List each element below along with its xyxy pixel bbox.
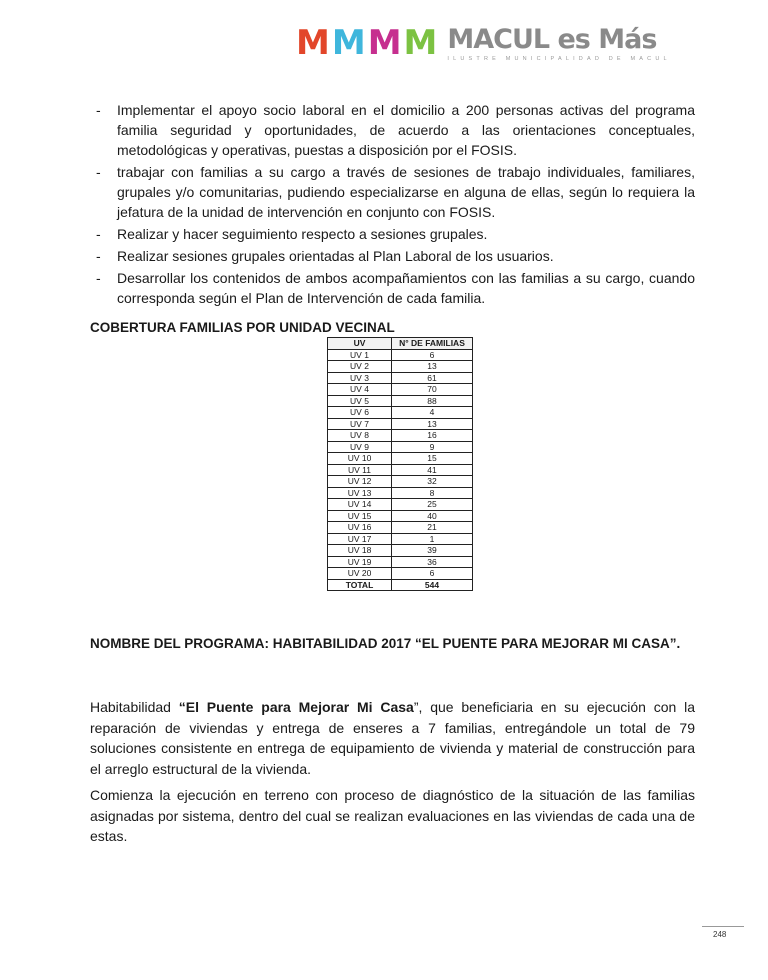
table-row	[328, 510, 473, 522]
table-header-row	[328, 338, 473, 350]
brand-name: MACUL es Más	[447, 24, 657, 55]
coverage-section-title: COBERTURA FAMILIAS POR UNIDAD VECINAL	[90, 320, 395, 335]
cell-families: 4	[392, 407, 473, 419]
bullet-dash: -	[96, 226, 101, 242]
para-text: ”, que beneficiaria en su ejecución con la reparación de viviendas y entrega de enseres a 7 familias, entregándole un total de 79 soluciones consistente en entrega de equipamiento de vivienda y material de construcción para el arreglo estructural de la vivienda.	[90, 699, 695, 777]
list-item-text: Realizar sesiones grupales orientadas al Plan Laboral de los usuarios.	[117, 248, 554, 264]
bullet-dash: -	[96, 270, 101, 286]
cell-families: 32	[392, 476, 473, 488]
cell-families: 21	[392, 522, 473, 534]
program-execution-paragraph: Comienza la ejecución en terreno con proceso de diagnóstico de la situación de las familias asignadas por sistema, dentro del cual se realizan evaluaciones en las viviendas de cada una de estas.	[90, 787, 695, 844]
cell-families: 6	[392, 349, 473, 361]
table-row	[328, 453, 473, 465]
table-body	[328, 349, 473, 591]
cell-uv: UV 3	[328, 372, 392, 384]
coverage-table	[327, 337, 473, 591]
cell-families: 70	[392, 384, 473, 396]
cell-families: 9	[392, 441, 473, 453]
table-row	[328, 418, 473, 430]
list-item-text: Desarrollar los contenidos de ambos acompañamientos con las familias a su cargo, cuando corresponda según el Plan de Intervención de cada familia.	[117, 270, 695, 306]
cell-families: 15	[392, 453, 473, 465]
list-item-text: trabajar con familias a su cargo a través de sesiones de trabajo individuales, familiares, grupales y/o comunitarias, pudiendo especializarse en alguna de ellas, según lo requiera la jefatura de la unidad de intervención en conjunto con FOSIS.	[117, 164, 695, 220]
table-row	[328, 476, 473, 488]
page-number: 248	[713, 930, 727, 939]
table-row	[328, 441, 473, 453]
cell-uv: UV 10	[328, 453, 392, 465]
cell-families: 8	[392, 487, 473, 499]
mmmm-logo-mark	[296, 23, 438, 63]
brand-block	[447, 26, 670, 62]
cell-families: 16	[392, 430, 473, 442]
table-row	[328, 499, 473, 511]
cell-families: 544	[392, 579, 473, 591]
cell-families: 1	[392, 533, 473, 545]
logo-letter: M	[331, 23, 366, 63]
cell-families: 40	[392, 510, 473, 522]
column-header-uv: UV	[328, 338, 392, 350]
logo-letter: M	[367, 23, 402, 63]
table-row	[328, 533, 473, 545]
table-row	[328, 522, 473, 534]
table-row	[328, 556, 473, 568]
table-row	[328, 464, 473, 476]
bullet-dash: -	[96, 248, 101, 264]
table-row	[328, 545, 473, 557]
table-row	[328, 372, 473, 384]
table-row	[328, 568, 473, 580]
main-content	[90, 100, 695, 338]
table-row	[328, 384, 473, 396]
bullet-dash: -	[96, 164, 101, 180]
cell-uv: UV 1	[328, 349, 392, 361]
program-name-bold: “El Puente para Mejorar Mi Casa	[178, 699, 414, 715]
list-item	[90, 268, 695, 308]
logo-letter: M	[296, 23, 330, 63]
program-title: NOMBRE DEL PROGRAMA: HABITABILIDAD 2017 “EL PUENTE PARA MEJORAR MI CASA”.	[90, 636, 681, 651]
para-text: Habitabilidad	[90, 699, 179, 715]
cell-uv: UV 7	[328, 418, 392, 430]
brand-subtitle: ILUSTRE MUNICIPALIDAD DE MACUL	[447, 56, 671, 62]
table-row	[328, 430, 473, 442]
list-item	[90, 100, 695, 160]
cell-uv: UV 17	[328, 533, 392, 545]
cell-families: 39	[392, 545, 473, 557]
cell-uv: UV 2	[328, 361, 392, 373]
footer-divider	[702, 926, 744, 927]
cell-uv: UV 9	[328, 441, 392, 453]
bullet-dash: -	[96, 102, 101, 118]
cell-uv: UV 12	[328, 476, 392, 488]
table-row	[328, 395, 473, 407]
cell-uv: TOTAL	[328, 579, 392, 591]
column-header-families: N° DE FAMILIAS	[392, 338, 473, 350]
cell-families: 41	[392, 464, 473, 476]
task-list	[90, 100, 695, 308]
table-row	[328, 487, 473, 499]
cell-families: 61	[392, 372, 473, 384]
cell-uv: UV 15	[328, 510, 392, 522]
program-description	[90, 697, 695, 779]
cell-uv: UV 19	[328, 556, 392, 568]
list-item	[90, 162, 695, 222]
coverage-table-container	[327, 337, 473, 591]
list-item-text: Implementar el apoyo socio laboral en el domicilio a 200 personas activas del programa familia seguridad y oportunidades, de acuerdo a las orientaciones conceptuales, metodológicas y operativas, puestas a disposición por el FOSIS.	[117, 102, 695, 158]
cell-families: 25	[392, 499, 473, 511]
table-row	[328, 361, 473, 373]
cell-uv: UV 20	[328, 568, 392, 580]
cell-uv: UV 11	[328, 464, 392, 476]
list-item	[90, 246, 695, 266]
cell-families: 13	[392, 361, 473, 373]
cell-uv: UV 16	[328, 522, 392, 534]
cell-families: 88	[392, 395, 473, 407]
logo-letter: M	[403, 23, 438, 63]
cell-uv: UV 8	[328, 430, 392, 442]
cell-uv: UV 4	[328, 384, 392, 396]
list-item	[90, 224, 695, 244]
cell-families: 6	[392, 568, 473, 580]
municipality-logo	[296, 23, 671, 63]
list-item-text: Realizar y hacer seguimiento respecto a sesiones grupales.	[117, 226, 488, 242]
table-row	[328, 349, 473, 361]
cell-uv: UV 18	[328, 545, 392, 557]
cell-families: 36	[392, 556, 473, 568]
cell-uv: UV 5	[328, 395, 392, 407]
cell-families: 13	[392, 418, 473, 430]
table-total-row	[328, 579, 473, 591]
cell-uv: UV 6	[328, 407, 392, 419]
table-row	[328, 407, 473, 419]
cell-uv: UV 13	[328, 487, 392, 499]
cell-uv: UV 14	[328, 499, 392, 511]
